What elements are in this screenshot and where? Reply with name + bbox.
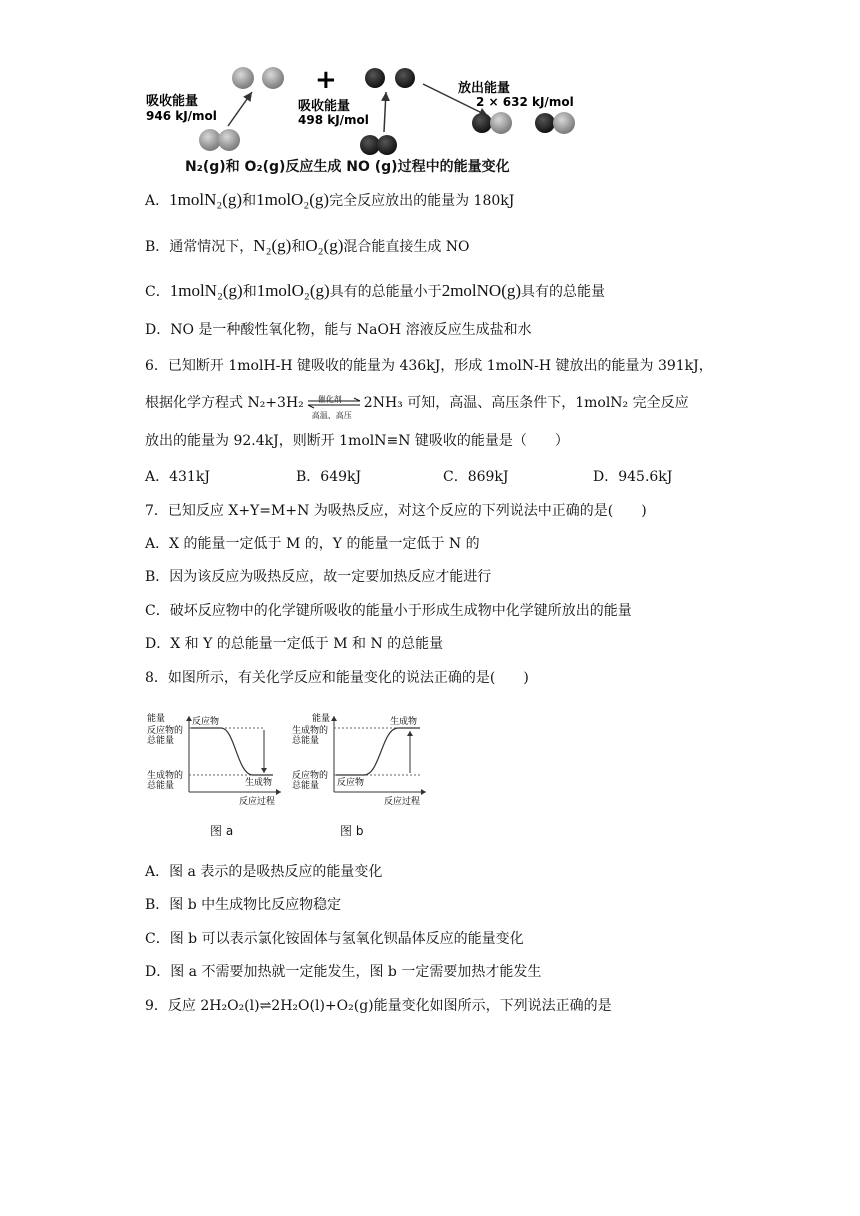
q6-stem-line1: 6．已知断开 1molH-H 键吸收的能量为 436kJ，形成 1molN-H 键放出的能量为 391kJ，: [145, 358, 713, 374]
end-label: 生成物: [390, 717, 418, 727]
q5-option-d: D．NO 是一种酸性氧化物，能与 NaOH 溶液反应生成盐和水: [145, 322, 532, 338]
y-axis-label: 能量: [312, 714, 331, 724]
lower-label-1: 反应物的: [292, 771, 329, 781]
release-label: 放出能量: [458, 81, 511, 96]
lower-label-1: 生成物的: [147, 771, 184, 781]
figure-caption: N₂(g)和 O₂(g)反应生成 NO (g)过程中的能量变化: [185, 159, 510, 175]
upper-label-1: 反应物的: [147, 726, 184, 736]
q6-stem-line3: 放出的能量为 92.4kJ，则断开 1molN≡N 键吸收的能量是（ ）: [145, 433, 569, 449]
q7-option-c: C．破坏反应物中的化学键所吸收的能量小于形成生成物中化学键所放出的能量: [145, 603, 632, 619]
upper-label-1: 生成物的: [292, 726, 329, 736]
start-label: 反应物: [192, 717, 220, 727]
end-label: 生成物: [245, 778, 273, 788]
o2-molecule-atom: [377, 135, 397, 155]
q6-option-d: D．945.6kJ: [593, 469, 673, 485]
n-atom: [262, 67, 284, 89]
y-axis-label: 能量: [147, 714, 166, 724]
q7-option-d: D．X 和 Y 的总能量一定低于 M 和 N 的总能量: [145, 636, 444, 652]
graph-b-caption: 图 b: [340, 824, 364, 838]
no-molecule-atom: [553, 112, 575, 134]
absorb-label-mid: 吸收能量: [298, 99, 351, 114]
absorb-label-left: 吸收能量: [146, 94, 199, 109]
plus-sign: +: [315, 65, 337, 95]
q9-stem: 9．反应 2H₂O₂(l)⇌2H₂O(l)+O₂(g)能量变化如图所示，下列说法正确的是: [145, 998, 612, 1014]
release-value: 2 × 632 kJ/mol: [476, 95, 574, 109]
energy-curve: [191, 728, 273, 775]
o-atom: [365, 68, 385, 88]
q8-option-a: A．图 a 表示的是吸热反应的能量变化: [145, 864, 383, 880]
q5-option-b: B．通常情况下，N₂(g)和O₂(g)混合能直接生成 NO: [145, 236, 470, 255]
q6-option-a: A．431kJ: [145, 469, 210, 485]
upper-label-2: 总能量: [147, 736, 175, 746]
start-label: 反应物: [337, 778, 365, 788]
q6-option-c: C．869kJ: [443, 469, 509, 485]
n2-molecule-atom: [199, 129, 221, 151]
lower-label-2: 总能量: [292, 781, 320, 791]
q7-option-a: A．X 的能量一定低于 M 的，Y 的能量一定低于 N 的: [145, 536, 480, 552]
upper-label-2: 总能量: [292, 736, 320, 746]
absorb-value-left: 946 kJ/mol: [146, 109, 217, 123]
arrow-up-left: [228, 92, 252, 126]
q8-option-b: B．图 b 中生成物比反应物稳定: [145, 897, 342, 913]
q6-option-b: B．649kJ: [296, 469, 362, 485]
no-molecule-atom: [535, 113, 555, 133]
q7-stem: 7．已知反应 X+Y=M+N 为吸热反应，对这个反应的下列说法中正确的是( ): [145, 503, 647, 519]
q5-option-a: A．1molN₂(g)和1molO₂(g)完全反应放出的能量为 180kJ: [145, 190, 515, 209]
lower-label-2: 总能量: [147, 781, 175, 791]
energy-graph-b: [290, 712, 430, 812]
absorb-value-mid: 498 kJ/mol: [298, 113, 369, 127]
q8-stem: 8．如图所示，有关化学反应和能量变化的说法正确的是( ): [145, 670, 529, 686]
no-molecule-atom: [472, 113, 492, 133]
energy-curve: [336, 728, 420, 775]
q7-option-b: B．因为该反应为吸热反应，故一定要加热反应才能进行: [145, 569, 492, 585]
q5-option-c: C．1molN₂(g)和1molO₂(g)具有的总能量小于2molNO(g)具有的总能量: [145, 281, 606, 300]
x-axis-label: 反应过程: [239, 797, 276, 807]
o-atom: [395, 68, 415, 88]
n-atom: [232, 67, 254, 89]
graph-a-caption: 图 a: [210, 824, 234, 838]
q6-options: [145, 467, 745, 487]
arrow-up-mid: [384, 92, 386, 132]
energy-graph-a: [145, 712, 285, 812]
n2-molecule-atom: [218, 129, 240, 151]
no-molecule-atom: [490, 112, 512, 134]
x-axis-label: 反应过程: [384, 797, 421, 807]
reversible-arrow: 催化剂 高温、高压: [306, 393, 362, 413]
q8-option-c: C．图 b 可以表示氯化铵固体与氢氧化钡晶体反应的能量变化: [145, 931, 524, 947]
q6-stem-line2: 根据化学方程式 N₂+3H₂ 催化剂 高温、高压 2NH₃ 可知，高温、高压条件下，1molN₂ 完全反应: [145, 395, 689, 420]
q8-option-d: D．图 a 不需要加热就一定能发生，图 b 一定需要加热才能发生: [145, 964, 542, 980]
